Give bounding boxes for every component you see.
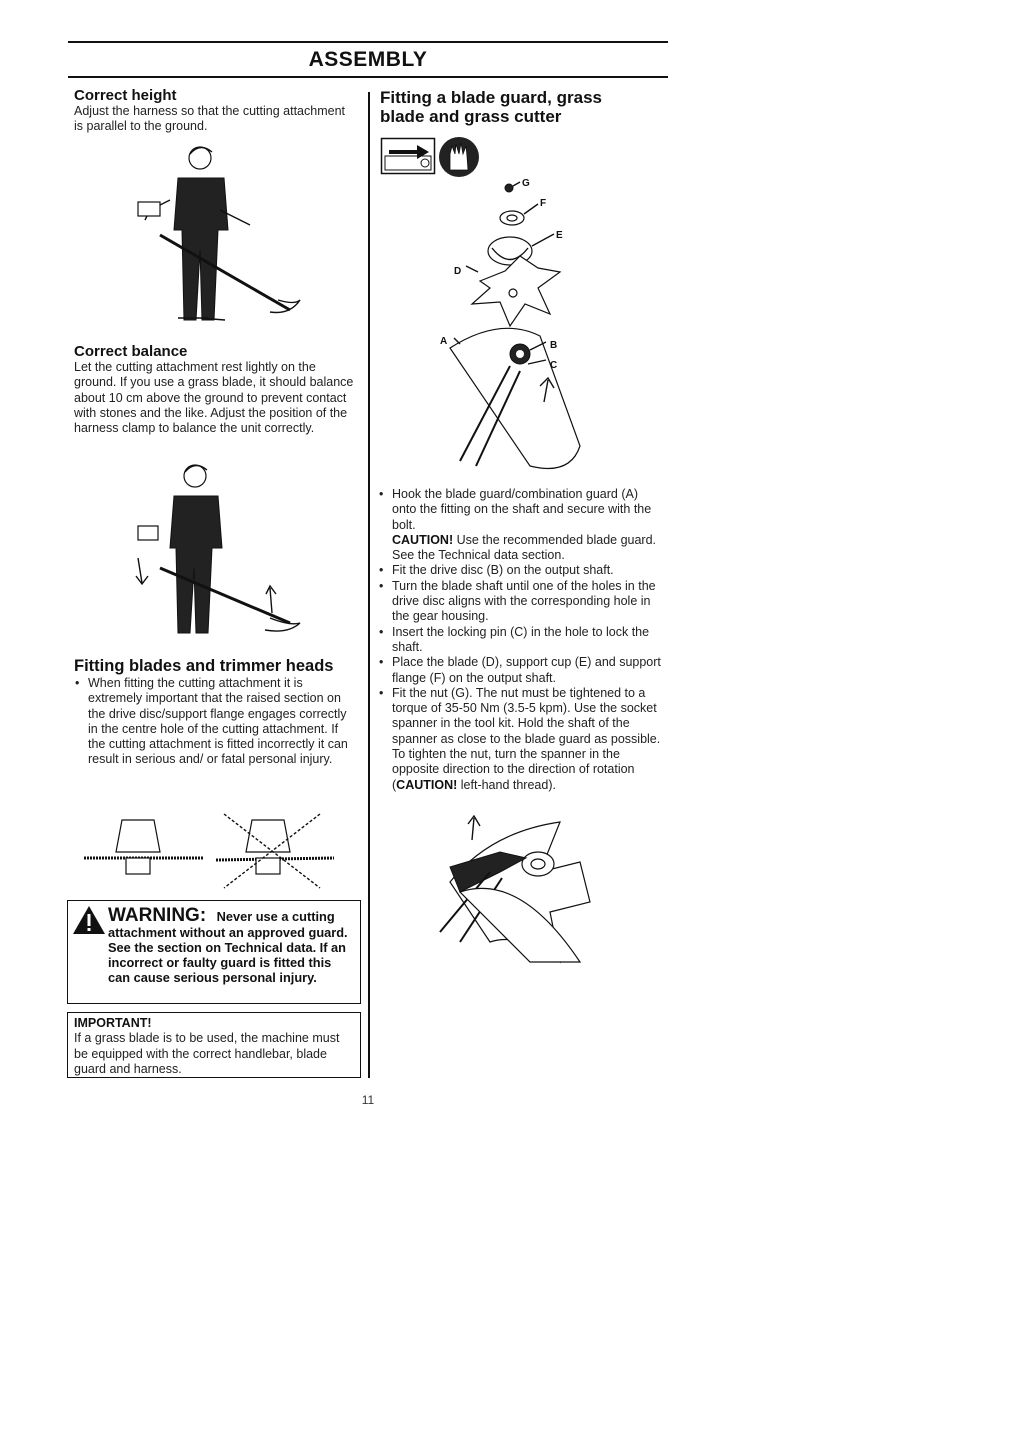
blade-fitting-illustration [84,812,344,892]
list-item [378,487,663,563]
operator-height-illustration [130,140,310,330]
caution-label: CAUTION! [392,532,454,547]
step-text: Hook the blade guard/combination guard (A) onto the fitting on the shaft and secure with the bolt. [392,487,652,532]
header-bottom-rule [68,76,668,78]
warning-box [67,900,361,1004]
diagram-label: B [550,340,558,351]
section-correct-height [74,87,354,135]
important-text: If a grass blade is to be used, the machine must be equipped with the correct handlebar, blade guard and harness. [74,1031,340,1076]
section-text: Adjust the harness so that the cutting attachment is parallel to the ground. [74,104,345,134]
list-item: • When fitting the cutting attachment it is extremely important that the raised section on the drive disc/support flange engages correctly in the centre hole of the cutting attachment. If the cutting attachment is fitted incorrectly it can result in serious and/ or fatal personal injury. [74,676,356,768]
list-item [378,686,663,793]
diagram-label: D [454,266,462,277]
section-fitting-guard [380,88,650,126]
bullet-list [74,676,356,768]
section-heading: Fitting blades and trimmer heads [74,657,334,675]
section-fitting-blades [74,657,356,768]
diagram-label: G [522,178,530,189]
spanner-illustration [430,812,600,977]
header-top-rule [68,41,668,43]
section-heading: Correct balance [74,343,188,360]
important-box [67,1012,361,1078]
assembly-steps [378,487,663,793]
list-item: • Insert the locking pin (C) in the hole to lock the shaft. [378,625,663,656]
bullet-list [378,487,663,793]
diagram-label: C [550,360,558,371]
diagram-label: F [540,198,547,209]
diagram-label: E [556,230,563,241]
operator-balance-illustration [130,458,310,643]
caution-text: Use the recommended blade guard. See the Technical data section. [392,532,657,563]
section-heading: Correct height [74,87,177,104]
list-item: • Turn the blade shaft until one of the holes in the drive disc aligns with the corresponding hole in the gear housing. [378,579,663,625]
step-text: Fit the nut (G). The nut must be tightened to a torque of 35-50 Nm (3.5-5 kpm). Use the socket spanner in the tool kit. Hold the shaft of the spanner as close to the blade guard as possible. To tighten the nut, turn the spanner in the opposite direction to the direction of rotation ( [392,685,661,792]
column-divider [368,92,370,1078]
caution-label: CAUTION! [396,777,458,792]
diagram-label: A [440,336,448,347]
list-item: • Fit the drive disc (B) on the output shaft. [378,563,663,578]
warning-triangle-icon [72,905,106,935]
caution-text: left-hand thread). [460,777,556,792]
page-number: 11 [361,1093,375,1107]
section-text: Let the cutting attachment rest lightly on the ground. If you use a grass blade, it should balance about 10 cm above the ground to prevent contact with stones and the like. Adjust the position of the harness clamp to balance the unit correctly. [74,360,354,436]
blade-guard-exploded-diagram [420,176,600,476]
gloves-icon [438,136,480,178]
list-item: • Place the blade (D), support cup (E) and support flange (F) on the output shaft. [378,655,663,686]
arrow-right-icon [381,138,435,174]
warning-title: WARNING: [108,905,207,926]
warning-lead: Never use a cutting [216,909,335,924]
warning-text: attachment without an approved guard. See the section on Technical data. If an incorrect or faulty guard is fitted this can cause serious personal injury. [108,925,348,985]
section-heading: Fitting a blade guard, grass blade and grass cutter [380,88,602,126]
important-title: IMPORTANT! [74,1016,152,1030]
section-correct-balance [74,343,354,436]
page-title: ASSEMBLY [308,48,428,71]
